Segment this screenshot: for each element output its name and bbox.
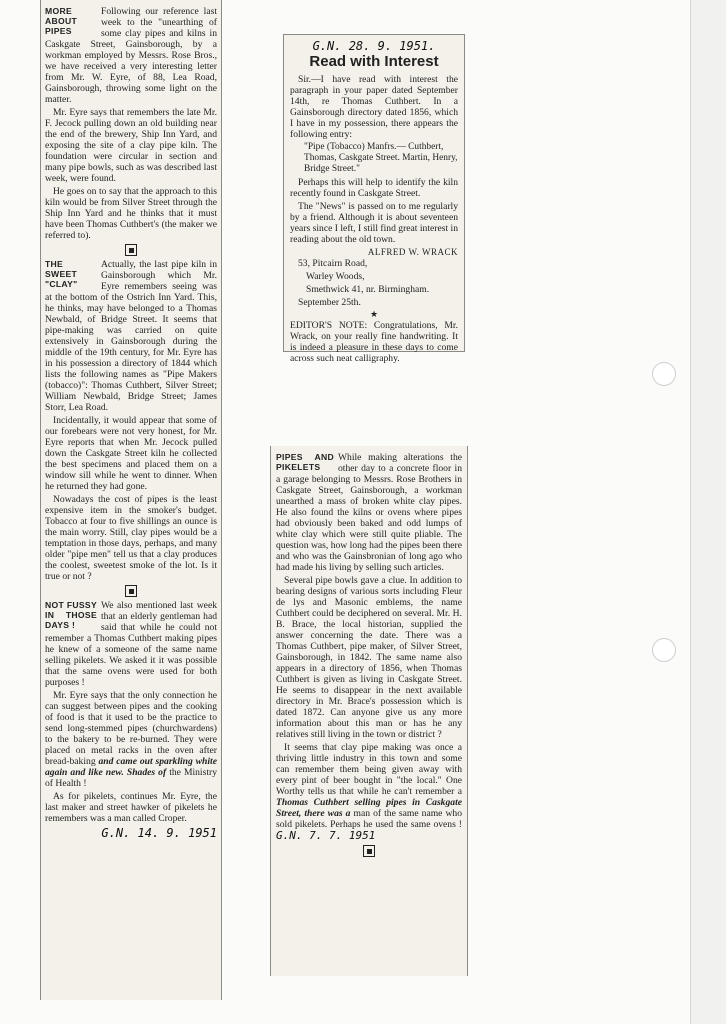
- text-run: man of the same name who sold pikelets. Perhaps he used the same ovens !: [276, 808, 463, 830]
- address-line: Warley Woods,: [306, 271, 365, 282]
- paragraph: Following our reference last week to the "unearthing of some clay pipes and kilns in Caskgate Street, Gainsborough, by a workman employed by Messrs. Rose Bros., we have received a very interesting letter from Mr. W. Eyre, of 88, Lea Road, Gainsborough, throwing some light on the matter.: [45, 6, 217, 105]
- paragraph: Incidentally, it would appear that some of our forebears were not very honest, for Mr. Eyre reports that when Mr. Jecock pulled down the Caskgate Street kiln he collected the best specimens and placed them on a window sill while he went to dinner. When he returned they had gone.: [45, 415, 217, 492]
- underlined-text: and came out sparkling white again and like new.: [45, 756, 217, 778]
- section-ornament: [125, 244, 137, 256]
- paragraph: Mr. Eyre says that remembers the late Mr. F. Jecock pulling down an old building near the end of the brewery, Ship Inn Yard, and exposing the site of a clay pipe kiln. The foundation were circular in section and many pipe bowls, such as was described last week, were found.: [45, 107, 217, 184]
- section-ornament: [125, 585, 137, 597]
- paragraph: While making alterations the other day to a concrete floor in a garage belonging to Messrs. Rose Brothers in Caskgate Street, Gainsborough, a workman unearthed a mass of broken white clay pipes. He also found the kilns or ovens where pipes had obviously been baked and odd lumps of white clay which were still quite pliable. The question was, how long had the pipes been there and who was the Gainsbronian of long ago who had made his living by selling such articles.: [276, 452, 462, 573]
- handwritten-date: G.N. 7. 7. 1951: [276, 829, 376, 842]
- clipping-more-about-pipes: [40, 0, 222, 1000]
- paragraph: Actually, the last pipe kiln in Gainsborough which Mr. Eyre remembers seeing was at the bottom of the Ostrich Inn Yard. This, he thinks, may have belonged to a Thomas Newbald, of Bridge Street. It seems that pipe-making was carried on quite extensively in Gainsborough during the middle of the 19th century, for Mr. Eyre has in his possession a directory of 1844 which lists the following names as "Pipe Makers (tobacco)": Thomas Cuthbert, Silver Street; William Newbald, Bridge Street; James Storr, Lea Road.: [45, 259, 217, 413]
- clipping-read-with-interest: [283, 34, 465, 364]
- paragraph: [45, 690, 217, 789]
- address-line: 53, Pitcairn Road,: [298, 258, 368, 269]
- heading-pipes-and-pikelets: PIPES AND PIKELETS: [276, 452, 334, 472]
- section-ornament: [363, 845, 375, 857]
- paragraph: Several pipe bowls gave a clue. In addition to bearing designs of various sorts including Fleur de lys and Masonic emblems, the name Cuthbert could be deciphered on several. Mr. H. B. Brace, the local historian, supplied the answer concerning the date. There was a Thomas Cuthbert, pipe maker, of Silver Street, Gainsborough, in 1842. The same name also appears in a directory of 1856, when Thomas Cuthbert is given as living in Caskgate Street. He seems to disappear in the next available directory in Mr. Brace's possession which is dated 1872. Can anyone give us any more information about this man or has he any relatives still living in the town or district ?: [276, 575, 462, 740]
- page-edge: [690, 0, 726, 1024]
- address-line: September 25th.: [298, 297, 361, 308]
- directory-entry: "Pipe (Tobacco) Manfrs.— Cuthbert, Thomas, Caskgate Street. Martin, Henry, Bridge Street.": [304, 142, 458, 174]
- letter-title: Read with Interest: [309, 53, 439, 70]
- heading-the-sweet-clay: THE SWEET "CLAY": [45, 259, 78, 289]
- letter-signature: ALFRED W. WRACK: [367, 247, 458, 257]
- handwritten-date: G.N. 28. 9. 1951.: [312, 39, 436, 53]
- paragraph: He goes on to say that the approach to this kiln would be from Silver Street through the Ship Inn Yard and he thinks that it must have been Thomas Cuthbert's (the maker we referred to).: [45, 186, 217, 241]
- text-run: It seems that clay pipe making was once a thriving little industry in this town and some can remember them being given away with every pint of beer bought in "the local." One Worthy tells us that while he can't remember a: [276, 742, 462, 797]
- paragraph: The "News" is passed on to me regularly by a friend. Although it is about seventeen years since I left, I still find great interest in reading about the old town.: [290, 201, 458, 245]
- paragraph: Sir.—I have read with interest the paragraph in your paper dated September 14th, re Thomas Cuthbert. In a Gainsborough directory dated 1856, which I have in my possession, there appears the following entry:: [290, 74, 458, 140]
- punch-hole-top: [652, 362, 676, 386]
- clipping-pipes-and-pikelets: [270, 446, 468, 976]
- paragraph: Nowadays the cost of pipes is the least expensive item in the smoker's budget. Tobacco at four to five shillings an ounce is the main worry. Still, clay pipes would be a temptation in those days, perhaps, and many older "pipe men" tell us that a clay produces the coolest, sweetest smoke of the lot. Is it true or not ?: [45, 494, 217, 582]
- handwritten-date: G.N. 14. 9. 1951: [101, 826, 217, 840]
- text-run: the Ministry of Health !: [45, 767, 217, 789]
- text-run: Shades of: [126, 767, 167, 778]
- text-run: Mr. Eyre says that the only connection he can suggest between pipes and the cooking of food is that it used to be the practice to send long-stemmed pipes (churchwardens) to the bakery to be re-burned. They were placed on metal racks in the oven after bread-baking: [45, 690, 217, 767]
- underlined-text: Thomas Cuthbert selling pipes in Caskgate Street, there was a: [276, 797, 462, 819]
- heading-not-fussy: NOT FUSSY IN THOSE DAYS !: [45, 600, 97, 630]
- address-line: Smethwick 41, nr. Birmingham.: [306, 284, 430, 295]
- editors-note: EDITOR'S NOTE: Congratulations, Mr. Wrack, on your really fine handwriting. It is indeed a pleasure in these days to come across such neat calligraphy.: [290, 320, 458, 364]
- paragraph: As for pikelets, continues Mr. Eyre, the last maker and street hawker of pikelets he remembers was a man called Croper.: [45, 791, 217, 824]
- star-divider: ★: [369, 309, 379, 319]
- heading-more-about-pipes: MORE ABOUT PIPES: [45, 6, 78, 36]
- paragraph: [276, 742, 462, 842]
- paragraph: Perhaps this will help to identify the kiln recently found in Caskgate Street.: [290, 177, 458, 199]
- punch-hole-bottom: [652, 638, 676, 662]
- paragraph: We also mentioned last week that an elderly gentleman had said that while he could not remember a Thomas Cuthbert making pipes he knew of a someone of the same name selling pikelets. We asked it it was possible that the same ovens were used for both purposes !: [45, 600, 217, 688]
